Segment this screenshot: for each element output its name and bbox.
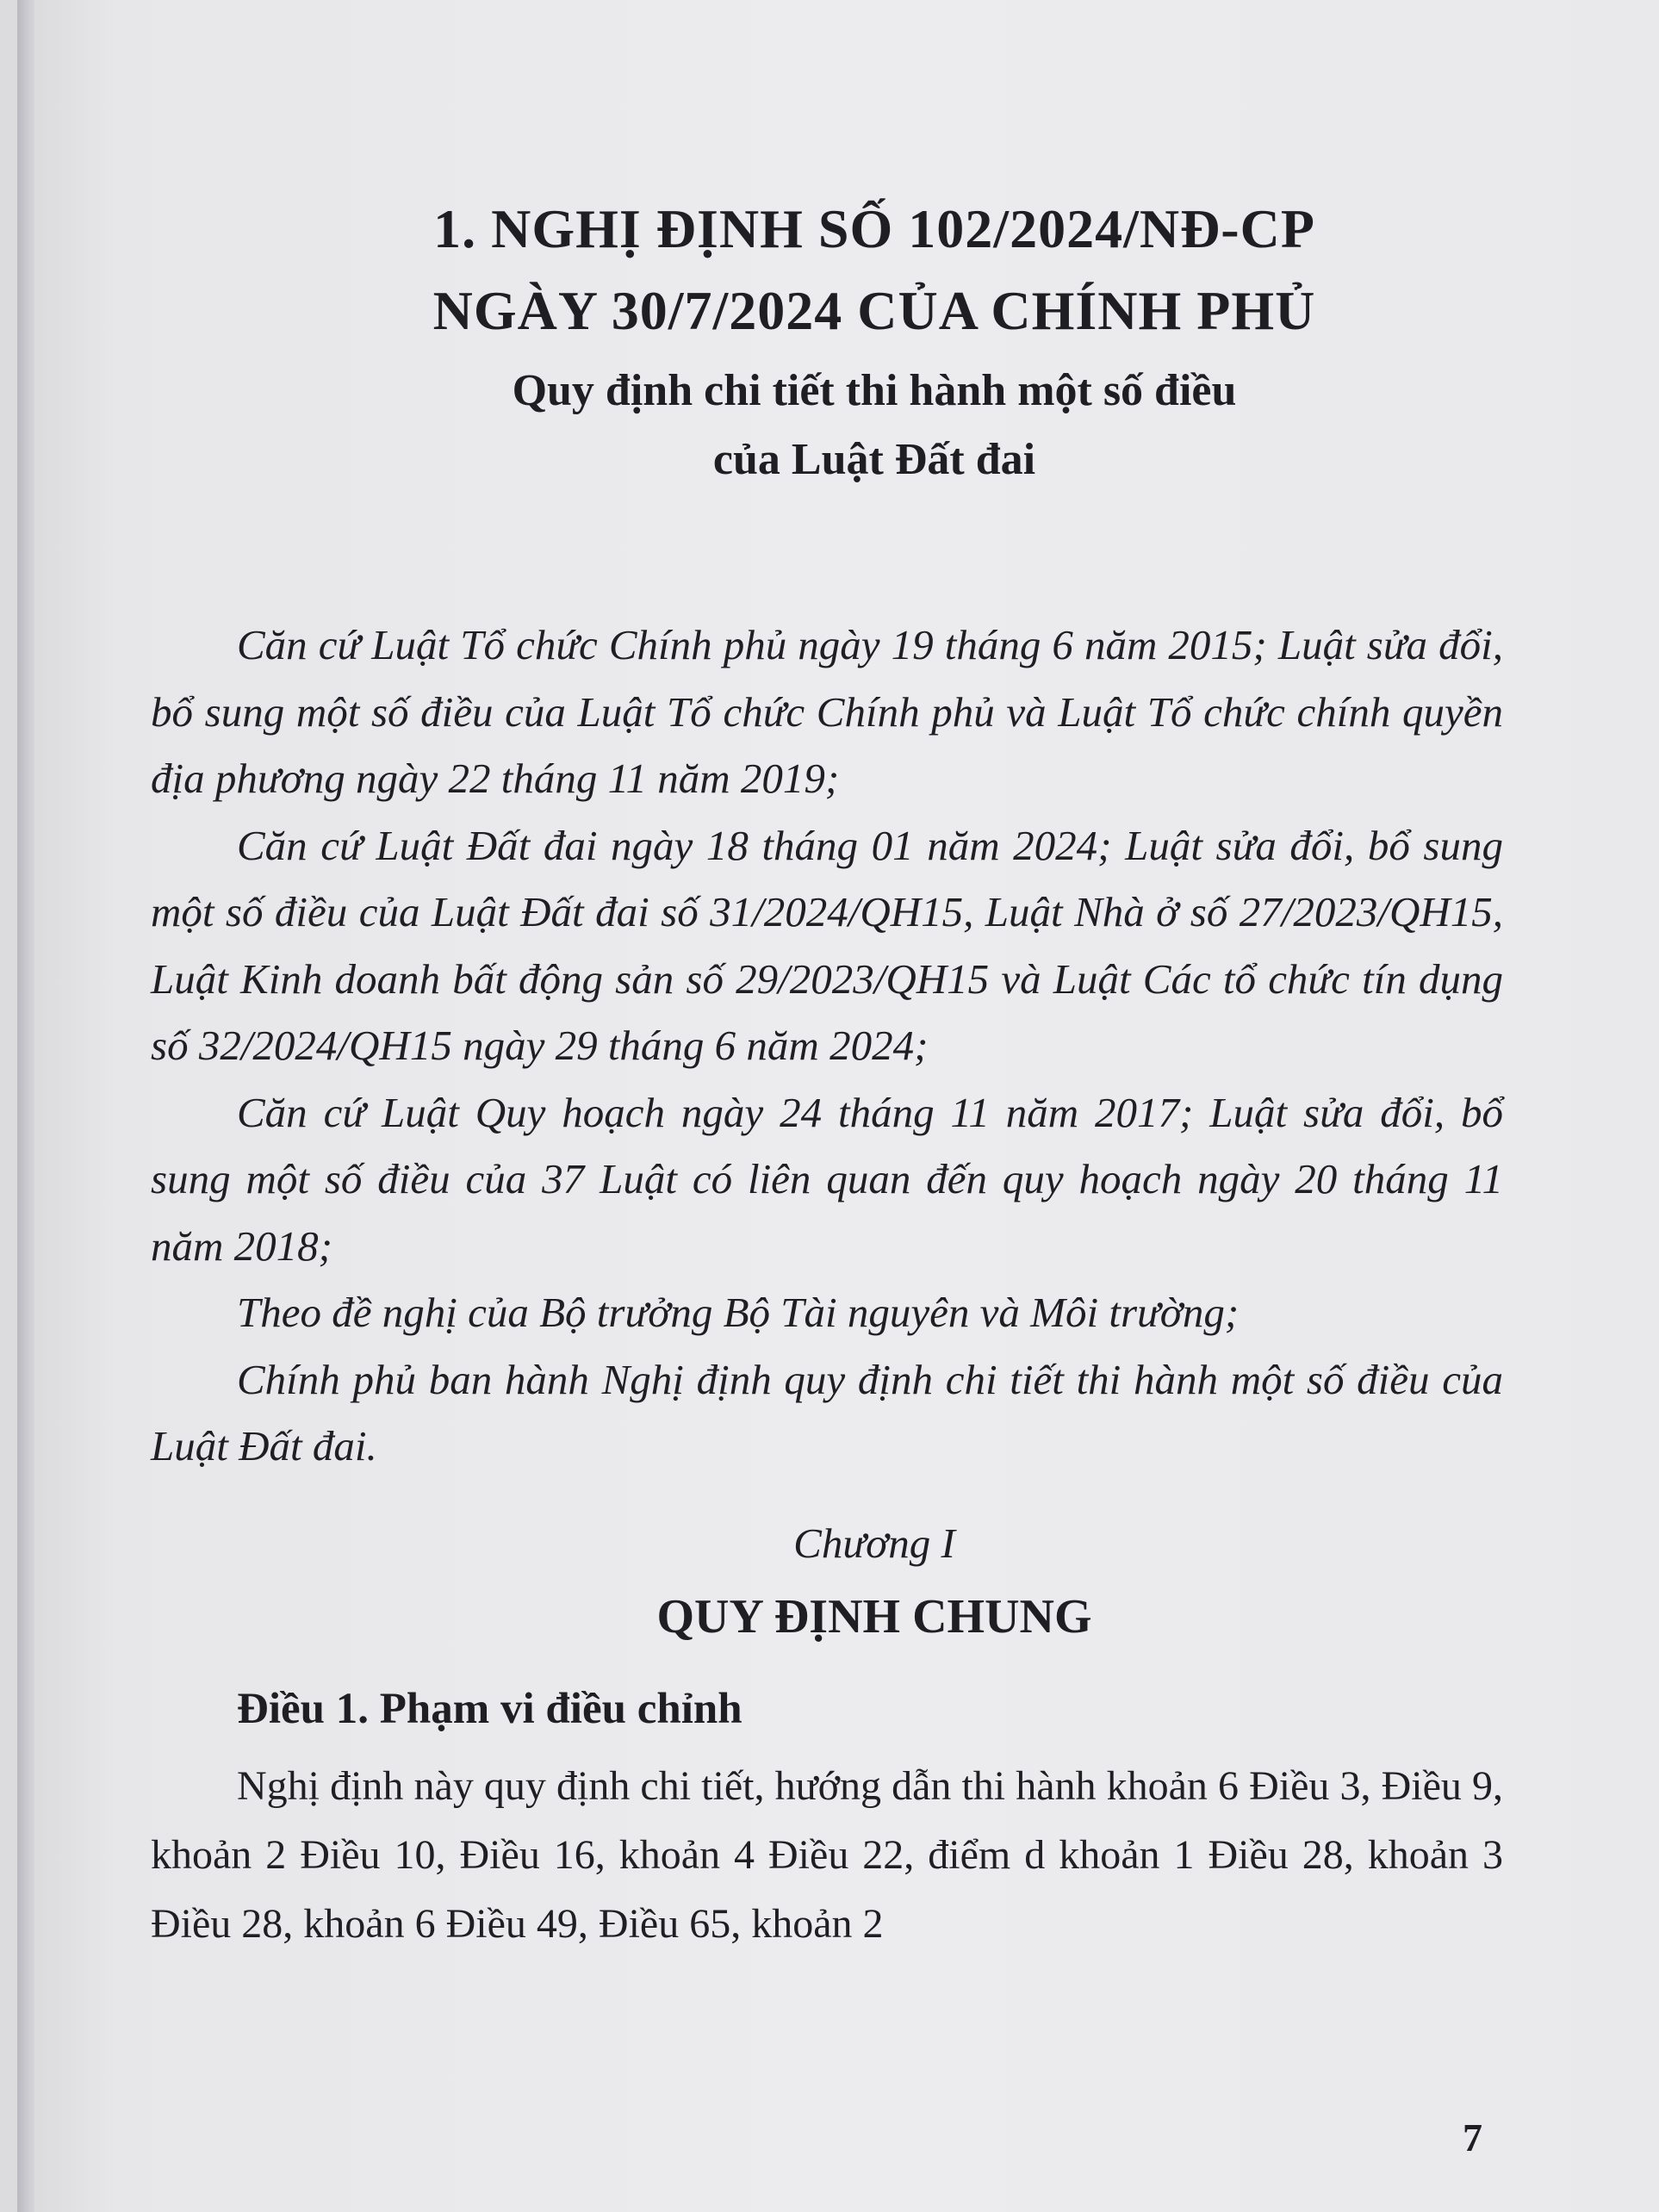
book-spine-shadow <box>17 0 34 2212</box>
preamble-paragraph: Theo đề nghị của Bộ trưởng Bộ Tài nguyên và Môi trường; <box>237 1289 1240 1336</box>
decree-title-line: 1. NGHỊ ĐỊNH SỐ 102/2024/NĐ-CP <box>433 198 1315 259</box>
preamble-paragraph: Căn cứ Luật Quy hoạch ngày 24 tháng 11 năm 2017; Luật sửa đổi, bổ sung một số điều của 37 Luật có liên quan đến quy hoạch ngày 20 tháng 11 năm 2018; <box>151 1088 1503 1270</box>
page-number: 7 <box>1463 2116 1482 2159</box>
decree-subtitle-line: của Luật Đất đai <box>712 435 1036 484</box>
decree-title-line: NGÀY 30/7/2024 CỦA CHÍNH PHỦ <box>432 280 1316 341</box>
page-content <box>151 188 1503 1959</box>
article-heading: Điều 1. Phạm vi điều chỉnh <box>237 1684 743 1733</box>
article-body: Nghị định này quy định chi tiết, hướng dẫn thi hành khoản 6 Điều 3, Điều 9, khoản 2 Điều 10, Điều 16, khoản 4 Điều 22, điểm d khoản 1 Điều 28, khoản 3 Điều 28, khoản 6 Điều 49, Điều 65, khoản 2 <box>151 1762 1503 1947</box>
preamble-paragraph: Căn cứ Luật Đất đai ngày 18 tháng 01 năm 2024; Luật sửa đổi, bổ sung một số điều của Luật Đất đai số 31/2024/QH15, Luật Nhà ở số 27/2023/QH15, Luật Kinh doanh bất động sản số 29/2023/QH15 và Luật Các tổ chức tín dụng số 32/2024/QH15 ngày 29 tháng 6 năm 2024; <box>151 821 1503 1069</box>
decree-subtitle-line: Quy định chi tiết thi hành một số điều <box>512 366 1237 415</box>
decree-subtitle <box>245 357 1503 494</box>
chapter-label: Chương I <box>793 1519 955 1567</box>
book-page <box>17 0 1659 2212</box>
preamble-paragraph: Căn cứ Luật Tổ chức Chính phủ ngày 19 tháng 6 năm 2015; Luật sửa đổi, bổ sung một số điều của Luật Tổ chức Chính phủ và Luật Tổ chức chính quyền địa phương ngày 22 tháng 11 năm 2019; <box>151 621 1503 802</box>
chapter-title: QUY ĐỊNH CHUNG <box>656 1589 1092 1643</box>
preamble-paragraph: Chính phủ ban hành Nghị định quy định chi tiết thi hành một số điều của Luật Đất đai. <box>151 1355 1503 1469</box>
preamble <box>151 612 1503 1480</box>
decree-title <box>245 188 1503 351</box>
